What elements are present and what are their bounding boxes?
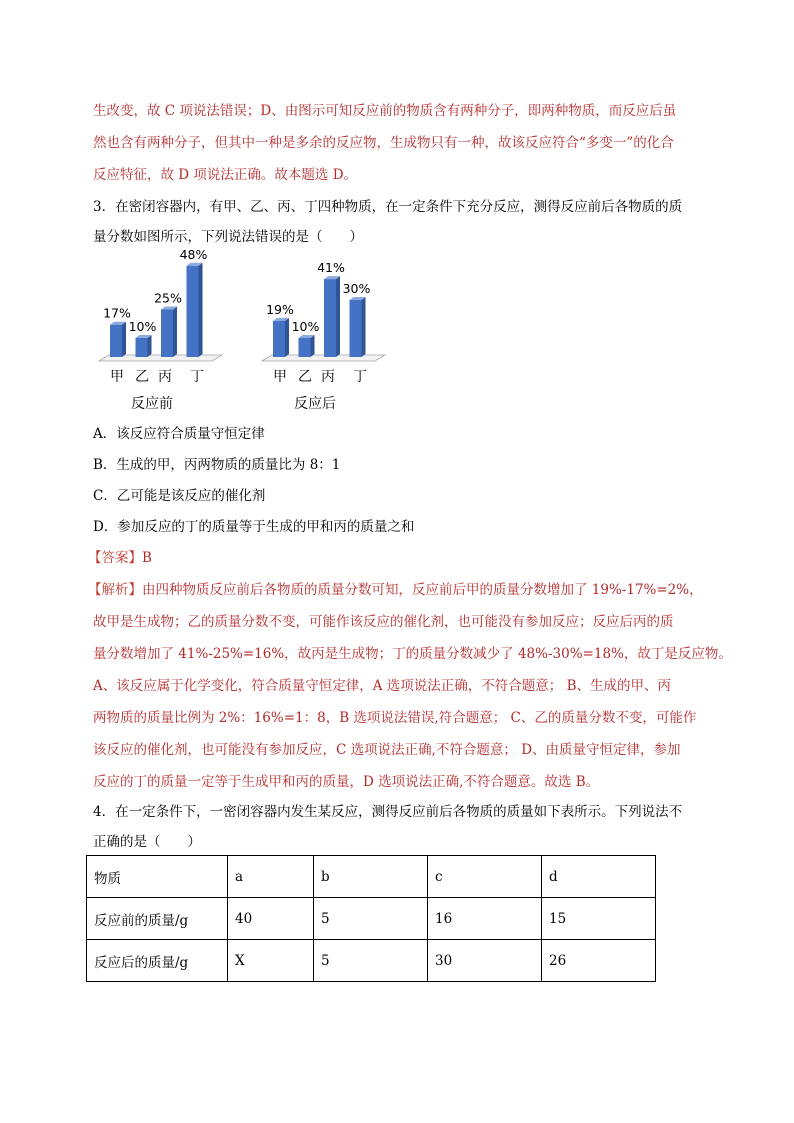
table-cell: X (228, 940, 314, 982)
table-cell: 反应前的质量/g (87, 898, 228, 940)
q3-analysis-line-1 (88, 574, 703, 606)
bar (136, 338, 148, 357)
bar (299, 338, 311, 357)
intro-line-2: 然也含有两种分子，但其中一种是多余的反应物，生成物只有一种，故该反应符合“多变一”的化合 (93, 135, 674, 151)
bar-side (336, 276, 340, 357)
table-cell: 5 (314, 898, 428, 940)
intro-line-3: 反应特征，故 D 项说法正确。故本题选 D。 (93, 167, 358, 183)
data-label: 48% (179, 250, 208, 262)
q4-stem-line-1: 4．在一定条件下，一密闭容器内发生某反应，测得反应前后各物质的质量如下表所示。下列说法不 (93, 804, 683, 820)
bar (110, 325, 122, 357)
data-label: 25% (154, 290, 182, 306)
category-label: 丁 (190, 369, 204, 385)
table-header-cell: 物质 (87, 856, 228, 898)
table-row (87, 898, 656, 940)
table-header-cell: c (428, 856, 542, 898)
q3-analysis-line-7: 反应的丁的质量一定等于生成甲和丙的质量，D 选项说法正确,不符合题意。故选 B。 (93, 774, 600, 790)
table-cell: 26 (542, 940, 656, 982)
bar (324, 279, 336, 357)
table-header-row (87, 856, 656, 898)
q3-option-c: C．乙可能是该反应的催化剂 (93, 488, 266, 504)
table-cell: 16 (428, 898, 542, 940)
bar (273, 321, 285, 357)
bar-side (122, 322, 126, 357)
data-label: 19% (266, 301, 294, 317)
q3-answer (88, 548, 152, 568)
data-label: 41% (317, 260, 345, 276)
q3-option-a: A．该反应符合质量守恒定律 (93, 426, 265, 442)
bar-side (311, 335, 315, 357)
q3-analysis-line-3: 量分数增加了 41%-25%=16%，故丙是生成物；丁的质量分数减少了 48%-30%=18%，故丁是反应物。 (93, 646, 732, 662)
bar (161, 310, 173, 358)
table-cell: 15 (542, 898, 656, 940)
q3-option-b: B．生成的甲，丙两物质的质量比为 8：1 (93, 457, 341, 473)
bar (187, 266, 199, 357)
q3-analysis-line-4: A、该反应属于化学变化，符合质量守恒定律，A 选项说法正确，不符合题意； B、生成的甲、丙 (93, 678, 672, 694)
category-label: 丙 (321, 369, 335, 385)
data-label: 10% (291, 319, 320, 334)
q3-stem-line-1: 3．在密闭容器内，有甲、乙、丙、丁四种物质，在一定条件下充分反应，测得反应前后各物质的质 (93, 199, 683, 215)
chart-title: 反应前 (131, 396, 173, 412)
chart-title: 反应后 (294, 396, 336, 412)
bar-side (285, 318, 289, 357)
analysis-tag: 【解析】 (88, 582, 142, 598)
category-label: 丙 (158, 369, 172, 385)
analysis-text-1: 由四种物质反应前后各物质的质量分数可知，反应前后甲的质量分数增加了 19%-17%=2%， (142, 582, 703, 598)
q4-stem-line-2: 正确的是（ ） (93, 834, 201, 850)
table-cell: 反应后的质量/g (87, 940, 228, 982)
intro-line-1: 生改变，故 C 项说法错误；D、由图示可知反应前的物质含有两种分子，即两种物质，而反应后虽 (93, 103, 677, 119)
answer-value: B (142, 550, 152, 566)
q3-bar-charts (90, 250, 390, 420)
category-label: 丁 (353, 369, 367, 385)
q3-stem-line-2: 量分数如图所示，下列说法错误的是（ ） (93, 229, 363, 245)
table-row (87, 940, 656, 982)
q3-option-d: D．参加反应的丁的质量等于生成的甲和丙的质量之和 (93, 519, 415, 535)
table-header-cell: b (314, 856, 428, 898)
data-label: 10% (128, 319, 157, 334)
table-header-cell: a (228, 856, 314, 898)
bar-side (148, 335, 152, 357)
category-label: 甲 (273, 369, 287, 385)
bar (350, 300, 362, 357)
bar-side (173, 307, 177, 358)
q4-mass-table (86, 855, 656, 982)
q3-analysis-line-2: 故甲是生成物；乙的质量分数不变，可能作该反应的催化剂，也可能没有参加反应；反应后丙的质 (93, 614, 674, 630)
q3-analysis-line-6: 该反应的催化剂，也可能没有参加反应，C 选项说法正确,不符合题意； D、由质量守恒定律，参加 (93, 742, 681, 758)
table-cell: 5 (314, 940, 428, 982)
answer-tag: 【答案】 (88, 550, 142, 566)
category-label: 乙 (298, 369, 312, 385)
table-header-cell: d (542, 856, 656, 898)
data-label: 30% (342, 281, 371, 296)
table-cell: 40 (228, 898, 314, 940)
data-label: 17% (103, 305, 131, 321)
category-label: 乙 (135, 369, 149, 385)
q3-analysis-line-5: 两物质的质量比例为 2%：16%=1：8，B 选项说法错误,符合题意； C、乙的质量分数不变，可能作 (93, 710, 697, 726)
bar-side (362, 297, 366, 357)
bar-side (199, 263, 203, 357)
category-label: 甲 (110, 369, 124, 385)
table-cell: 30 (428, 940, 542, 982)
